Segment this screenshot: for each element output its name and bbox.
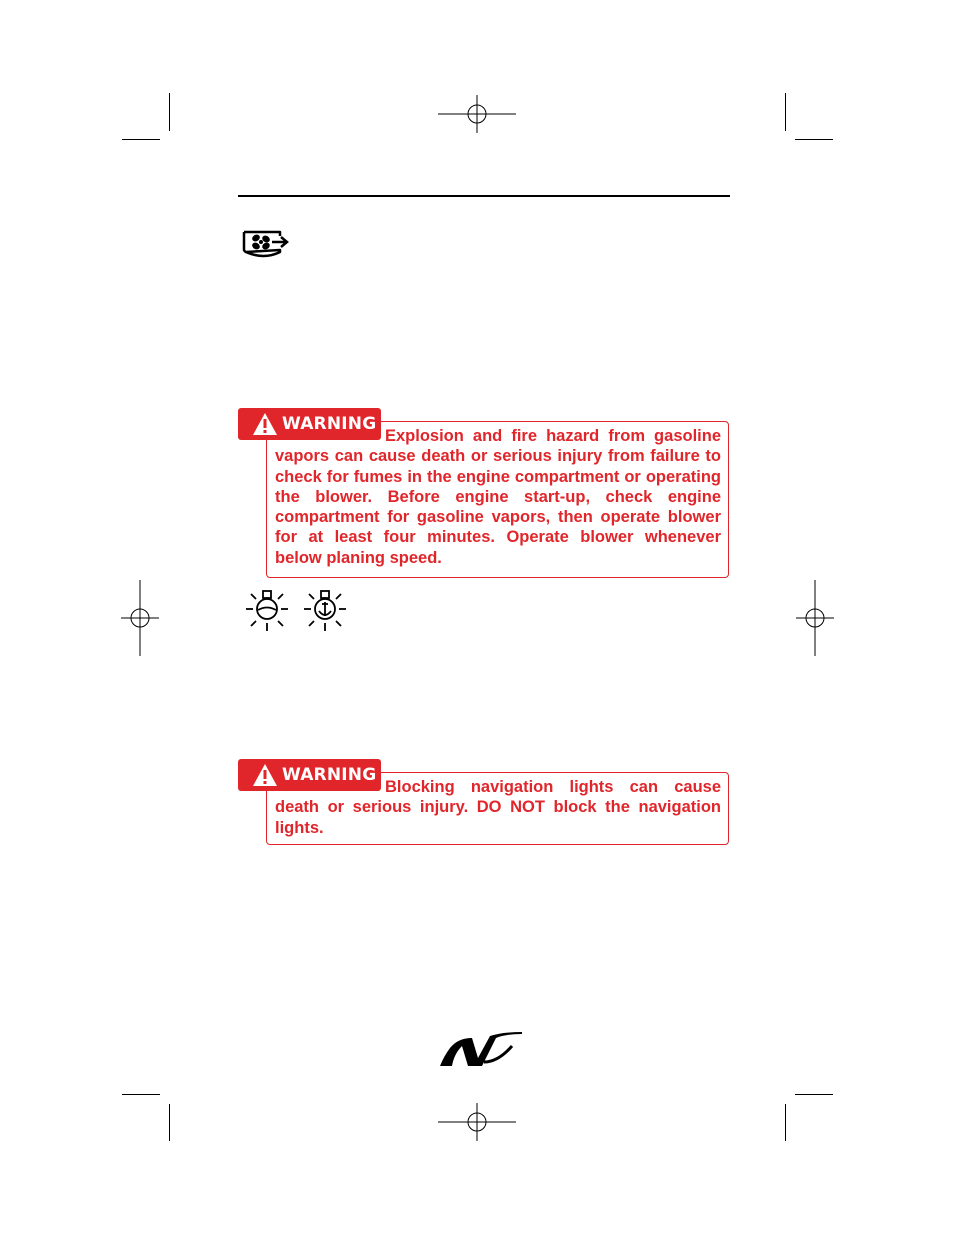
header-rule (238, 195, 730, 197)
navigation-light-icon (244, 588, 292, 634)
warning-text-2: Blocking navigation lights can cause death or serious injury. DO NOT block the navigation lights. (275, 778, 721, 837)
blower-fan-icon (242, 228, 292, 260)
warning-text-1: Explosion and fire hazard from gasoline vapors can cause death or serious injury from failure to check for fumes in the engine compartment or operating the blower. Before engine start-up, check engine compartment for gasoline vapors, then operate blower for at least four minutes. Operate blower whenever below planing speed. (275, 427, 721, 567)
registration-mark-left (121, 580, 159, 656)
registration-mark-right (796, 580, 834, 656)
warning-label-1: WARNING (282, 414, 377, 434)
warning-label-2: WARNING (282, 765, 377, 785)
anchor-light-icon (302, 588, 350, 634)
registration-mark-top (438, 95, 516, 133)
brand-logo (438, 1032, 524, 1068)
registration-mark-bottom (438, 1103, 516, 1141)
